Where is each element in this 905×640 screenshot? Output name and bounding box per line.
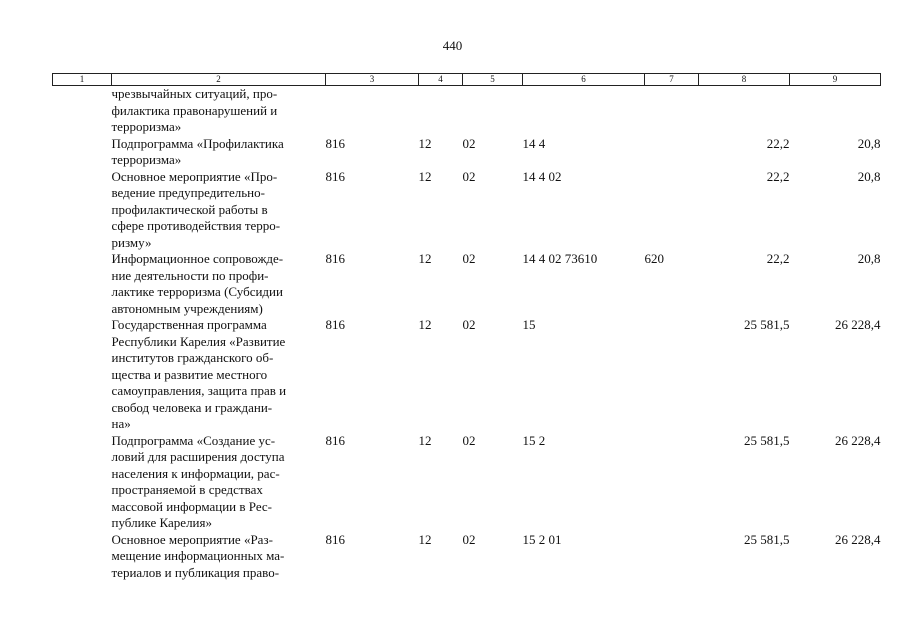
cell-ministry-code: 816 [325,432,345,448]
item-name-line: терроризма» [111,152,182,167]
cell-target-article: 15 [522,317,536,332]
cell-column-1 [53,86,112,136]
item-name-line: на» [111,416,131,431]
cell-target-article: 14 4 [522,135,546,151]
item-name-line: щества и развитие местного [111,366,268,382]
cell-expense-type [645,136,699,169]
cell-section: 12 [418,168,432,184]
cell-ministry-code: 816 [325,135,345,151]
item-name-line: публике Карелия» [111,515,212,530]
cell-target-article [523,86,645,136]
cell-amount-year-1: 22,2 [766,168,790,184]
cell-subsection [463,86,523,136]
column-header-9: 9 [790,74,881,86]
cell-column-1 [53,532,112,582]
cell-target-article: 15 2 [522,432,546,448]
item-name-line: свобод человека и граждани- [111,399,273,415]
page-number: 440 [442,38,463,53]
item-name-line: Государственная программа [111,317,267,332]
table-row [53,532,881,582]
cell-expense-type [645,317,699,433]
item-name-line: териалов и публикация право- [111,564,280,580]
cell-amount-year-2: 26 228,4 [835,531,881,547]
cell-target-article: 15 2 01 [522,531,562,547]
cell-target-article: 14 4 02 [522,168,562,184]
table-row [53,317,881,433]
cell-target-article: 14 4 02 73610 [522,251,598,266]
column-number-row [53,74,881,86]
cell-ministry-code: 816 [325,531,345,547]
cell-item-name [112,317,326,433]
item-name-line: ние деятельности по профи- [111,267,269,283]
cell-item-name [112,136,326,169]
column-header-5: 5 [463,74,523,86]
cell-item-name [112,86,326,136]
cell-amount-year-2 [790,86,881,136]
cell-subsection: 02 [462,251,476,266]
item-name-line: Подпрограмма «Создание ус- [111,432,276,448]
cell-expense-type [645,532,699,582]
cell-section: 12 [418,135,432,151]
item-name-line: ловий для расширения доступа [111,449,285,464]
cell-subsection: 02 [462,317,476,332]
cell-item-name [112,251,326,317]
cell-section: 12 [418,531,432,547]
cell-column-1 [53,433,112,532]
cell-amount-year-2: 26 228,4 [835,317,881,332]
column-header-1: 1 [53,74,112,86]
cell-subsection: 02 [462,135,476,151]
cell-column-1 [53,317,112,433]
item-name-line: чрезвычайных ситуаций, про- [111,86,278,101]
column-header-6: 6 [523,74,645,86]
cell-item-name [112,433,326,532]
cell-item-name [112,169,326,252]
item-name-line: мещение информационных ма- [111,548,285,563]
cell-expense-type [645,86,699,136]
cell-item-name [112,532,326,582]
item-name-line: населения к информации, рас- [111,465,280,481]
cell-ministry-code: 816 [325,317,345,332]
item-name-line: самоуправления, защита прав и [111,383,287,398]
item-name-line: сфере противодействия терро- [111,218,281,233]
table-row [53,86,881,136]
item-name-line: филактика правонарушений и [111,102,278,118]
cell-section [419,86,463,136]
cell-ministry-code: 816 [325,251,345,266]
cell-amount-year-1 [699,86,790,136]
cell-expense-type [645,433,699,532]
cell-section: 12 [418,251,432,266]
cell-subsection: 02 [462,531,476,547]
column-header-7: 7 [645,74,699,86]
cell-ministry-code [326,86,419,136]
cell-subsection: 02 [462,432,476,448]
table-row [53,169,881,252]
cell-amount-year-1: 25 581,5 [744,317,790,332]
item-name-line: автономным учреждениям) [111,300,263,316]
cell-amount-year-1: 25 581,5 [744,432,790,448]
table-row [53,136,881,169]
item-name-line: лактике терроризма (Субсидии [111,284,283,299]
cell-column-1 [53,169,112,252]
cell-amount-year-2: 26 228,4 [835,432,881,448]
item-name-line: Республики Карелия «Развитие [111,333,286,349]
item-name-line: Информационное сопровожде- [111,251,284,266]
cell-amount-year-2: 20,8 [857,135,881,151]
cell-amount-year-1: 25 581,5 [744,531,790,547]
budget-table-body [53,86,881,582]
item-name-line: Подпрограмма «Профилактика [111,135,284,151]
item-name-line: Основное мероприятие «Раз- [111,531,273,547]
cell-ministry-code: 816 [325,168,345,184]
item-name-line: терроризма» [111,119,182,134]
cell-column-1 [53,136,112,169]
cell-expense-type: 620 [644,251,664,266]
item-name-line: пространяемой в средствах [111,482,263,497]
item-name-line: Основное мероприятие «Про- [111,168,278,184]
column-header-2: 2 [112,74,326,86]
cell-amount-year-1: 22,2 [766,251,790,266]
cell-section: 12 [418,432,432,448]
item-name-line: ризму» [111,234,152,250]
table-row [53,251,881,317]
column-header-4: 4 [419,74,463,86]
item-name-line: массовой информации в Рес- [111,498,273,514]
item-name-line: институтов гражданского об- [111,350,274,365]
cell-subsection: 02 [462,168,476,184]
cell-amount-year-2: 20,8 [857,251,881,266]
cell-amount-year-1: 22,2 [766,135,790,151]
column-header-3: 3 [326,74,419,86]
item-name-line: ведение предупредительно- [111,185,265,200]
table-row [53,433,881,532]
cell-column-1 [53,251,112,317]
column-header-8: 8 [699,74,790,86]
item-name-line: профилактической работы в [111,201,268,217]
cell-expense-type [645,169,699,252]
cell-amount-year-2: 20,8 [857,168,881,184]
cell-section: 12 [418,317,432,332]
budget-table [52,73,881,581]
